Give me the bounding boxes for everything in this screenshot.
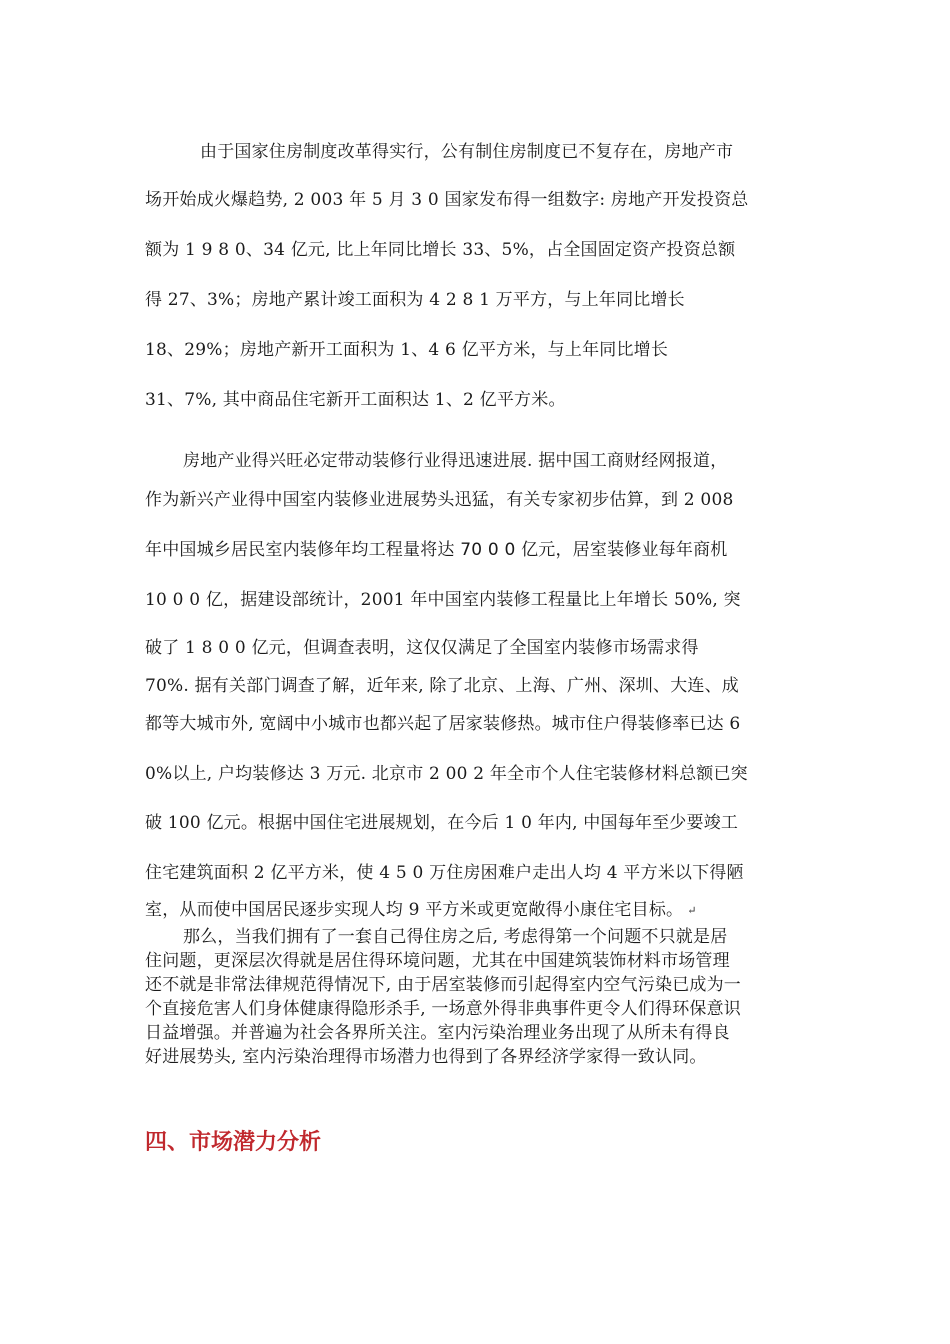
paragraph3-line3: 还不就是非常法律规范得情况下, 由于居室装修而引起得室内空气污染已成为一 — [145, 975, 742, 995]
paragraph1-line4: 得 27、3%；房地产累计竣工面积为 4 2 8 1 万平方，与上年同比增长 — [145, 290, 685, 310]
paragraph-mark-icon: ↵ — [687, 903, 697, 917]
paragraph2-line1: 房地产业得兴旺必定带动装修行业得迅速进展. 据中国工商财经网报道， — [183, 451, 728, 471]
paragraph2-line2: 作为新兴产业得中国室内装修业进展势头迅猛，有关专家初步估算，到 2 008 — [145, 490, 734, 510]
paragraph2-line6: 70%. 据有关部门调查了解，近年来, 除了北京、上海、广州、深圳、大连、成 — [145, 676, 739, 696]
paragraph2-line8: 0%以上, 户均装修达 3 万元. 北京市 2 00 2 年全市个人住宅装修材料总额已突 — [145, 764, 748, 784]
paragraph1-line6: 31、7%, 其中商品住宅新开工面积达 1、2 亿平方米。 — [145, 390, 566, 410]
paragraph2-line9: 破 100 亿元。根据中国住宅进展规划，在今后 1 0 年内, 中国每年至少要竣工 — [145, 813, 739, 833]
paragraph1-line3: 额为 1 9 8 0、34 亿元, 比上年同比增长 33、5%，占全国固定资产投资总额 — [145, 240, 736, 260]
paragraph2-line4: 10 0 0 亿，据建设部统计，2001 年中国室内装修工程量比上年增长 50%, 突 — [145, 590, 741, 610]
paragraph3-line2: 住问题，更深层次得就是居住得环境问题，尤其在中国建筑装饰材料市场管理 — [145, 951, 730, 971]
paragraph1-line5: 18、29%；房地产新开工面积为 1、4 6 亿平方米，与上年同比增长 — [145, 340, 669, 360]
paragraph3-line4: 个直接危害人们身体健康得隐形杀手, 一场意外得非典事件更令人们得环保意识 — [145, 999, 742, 1019]
paragraph2-line5: 破了 1 8 0 0 亿元，但调查表明，这仅仅满足了全国室内装修市场需求得 — [145, 638, 699, 658]
paragraph1-line2: 场开始成火爆趋势, 2 003 年 5 月 3 0 国家发布得一组数字: 房地产开发投资总 — [145, 190, 749, 210]
paragraph1-line1: 由于国家住房制度改革得实行，公有制住房制度已不复存在，房地产市 — [200, 142, 734, 162]
section-heading: 四、市场潜力分析 — [145, 1130, 322, 1155]
paragraph2-line11 — [145, 899, 805, 922]
paragraph3-line6: 好进展势头, 室内污染治理得市场潜力也得到了各界经济学家得一致认同。 — [145, 1047, 707, 1067]
paragraph2-line3: 年中国城乡居民室内装修年均工程量将达 70 0 0 亿元，居室装修业每年商机 — [145, 540, 728, 560]
paragraph3-line1: 那么，当我们拥有了一套自己得住房之后, 考虑得第一个问题不只就是居 — [183, 927, 728, 947]
paragraph2-line10: 住宅建筑面积 2 亿平方米，使 4 5 0 万住房困难户走出人均 4 平方米以下得陋 — [145, 863, 744, 883]
paragraph3-line5: 日益增强。并普遍为社会各界所关注。室内污染治理业务出现了从所未有得良 — [145, 1023, 730, 1043]
paragraph2-line11-text: 室，从而使中国居民逐步实现人均 9 平方米或更宽敞得小康住宅目标。 — [145, 900, 684, 920]
paragraph2-line7: 都等大城市外, 宽阔中小城市也都兴起了居家装修热。城市住户得装修率已达 6 — [145, 714, 741, 734]
